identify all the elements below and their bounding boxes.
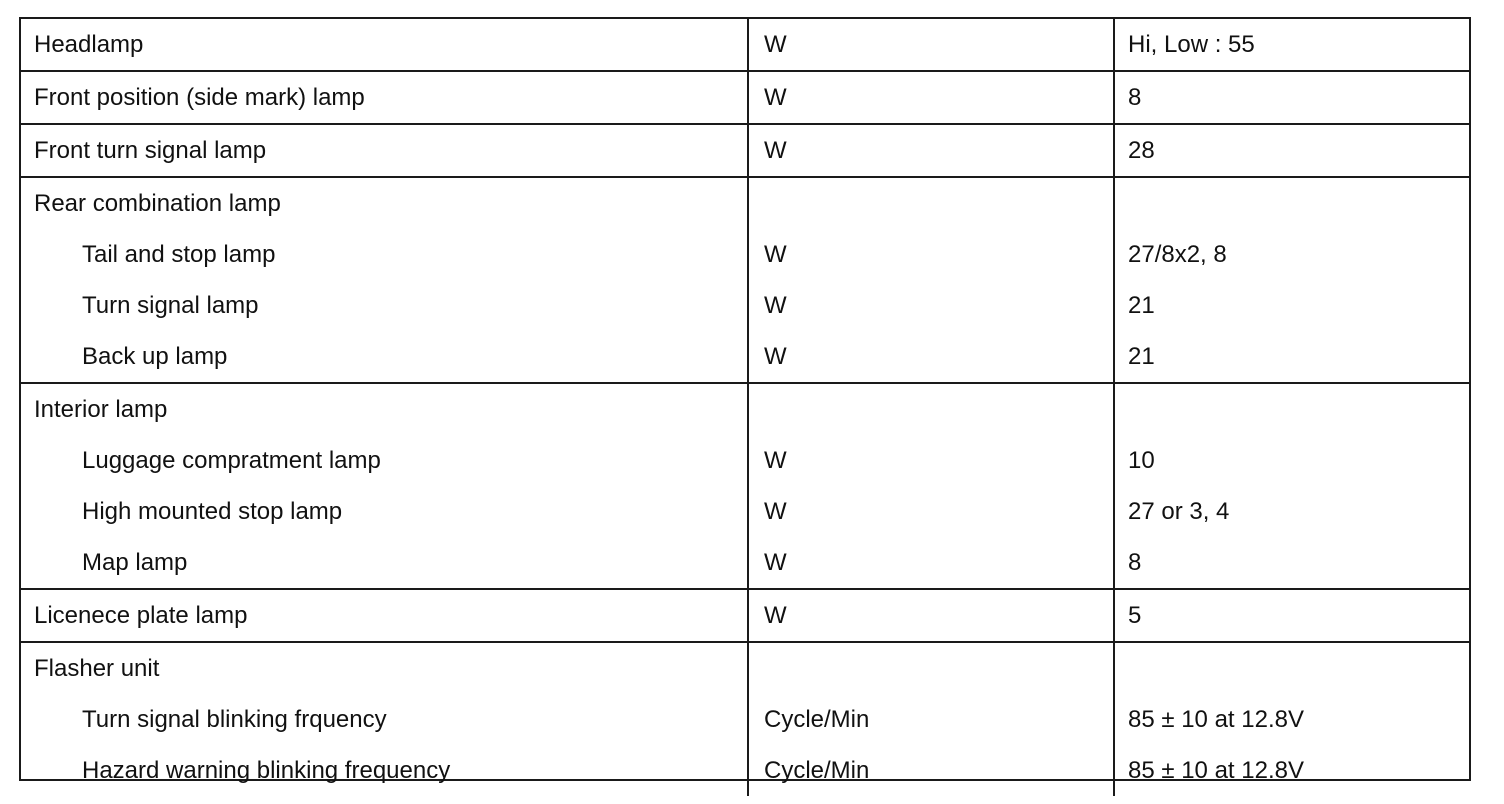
- unit-cell: [749, 178, 1115, 229]
- group-header-cell: Interior lamp: [21, 384, 749, 435]
- value-cell: 8: [1128, 84, 1142, 111]
- group-header-cell: Rear combination lamp: [21, 178, 749, 229]
- table-row: [21, 643, 1469, 694]
- unit-cell: W: [749, 19, 1115, 70]
- item-cell: Tail and stop lamp: [21, 229, 749, 280]
- table-row: [21, 486, 1469, 537]
- value-cell: Hi, Low : 55: [1128, 31, 1255, 58]
- item-cell: Luggage compratment lamp: [21, 435, 749, 486]
- value-cell: 21: [1128, 292, 1155, 319]
- table-row: [21, 72, 1469, 123]
- unit-cell: W: [749, 331, 1115, 382]
- group-front-position-lamp: [21, 70, 1469, 123]
- group-headlamp: [21, 19, 1469, 70]
- value-cell: 85 ± 10 at 12.8V: [1128, 706, 1304, 733]
- unit-cell: W: [749, 72, 1115, 123]
- value-cell: 27/8x2, 8: [1128, 241, 1227, 268]
- group-licence-plate-lamp: [21, 588, 1469, 641]
- item-cell: High mounted stop lamp: [21, 486, 749, 537]
- table-row: [21, 178, 1469, 229]
- unit-cell: W: [749, 280, 1115, 331]
- item-cell: Turn signal blinking frquency: [21, 694, 749, 745]
- value-cell: 10: [1128, 447, 1155, 474]
- value-cell: [1115, 178, 1469, 229]
- lamp-specification-table: [19, 17, 1471, 784]
- value-cell: 85 ± 10 at 12.8V: [1128, 757, 1304, 784]
- table-row: [21, 435, 1469, 486]
- table-row: [21, 125, 1469, 176]
- value-cell: [1115, 643, 1469, 694]
- value-cell: 21: [1128, 343, 1155, 370]
- unit-cell: W: [749, 537, 1115, 588]
- item-cell: Front turn signal lamp: [21, 125, 749, 176]
- group-front-turn-signal-lamp: [21, 123, 1469, 176]
- item-cell: Headlamp: [21, 19, 749, 70]
- table-row: [21, 229, 1469, 280]
- unit-cell: W: [749, 229, 1115, 280]
- value-cell: 8: [1128, 549, 1142, 576]
- item-cell: Front position (side mark) lamp: [21, 72, 749, 123]
- group-header-cell: Flasher unit: [21, 643, 749, 694]
- item-cell: Turn signal lamp: [21, 280, 749, 331]
- unit-cell: [749, 384, 1115, 435]
- item-cell: Hazard warning blinking frequency: [21, 745, 749, 796]
- value-cell: [1115, 384, 1469, 435]
- unit-cell: [749, 643, 1115, 694]
- table-row: [21, 280, 1469, 331]
- table-row: [21, 537, 1469, 588]
- table-row: [21, 19, 1469, 70]
- table-row: [21, 384, 1469, 435]
- item-cell: Back up lamp: [21, 331, 749, 382]
- group-rear-combination-lamp: [21, 176, 1469, 382]
- unit-cell: W: [749, 125, 1115, 176]
- item-cell: Licenece plate lamp: [21, 590, 749, 641]
- unit-cell: W: [749, 435, 1115, 486]
- table-row: [21, 331, 1469, 382]
- table-row: [21, 590, 1469, 641]
- table-row: [21, 694, 1469, 745]
- group-flasher-unit: [21, 641, 1469, 796]
- unit-cell: Cycle/Min: [749, 694, 1115, 745]
- group-interior-lamp: [21, 382, 1469, 588]
- table-row: [21, 745, 1469, 796]
- value-cell: 27 or 3, 4: [1128, 498, 1230, 525]
- value-cell: 5: [1128, 602, 1142, 629]
- unit-cell: W: [749, 590, 1115, 641]
- unit-cell: Cycle/Min: [749, 745, 1115, 796]
- unit-cell: W: [749, 486, 1115, 537]
- value-cell: 28: [1128, 137, 1155, 164]
- item-cell: Map lamp: [21, 537, 749, 588]
